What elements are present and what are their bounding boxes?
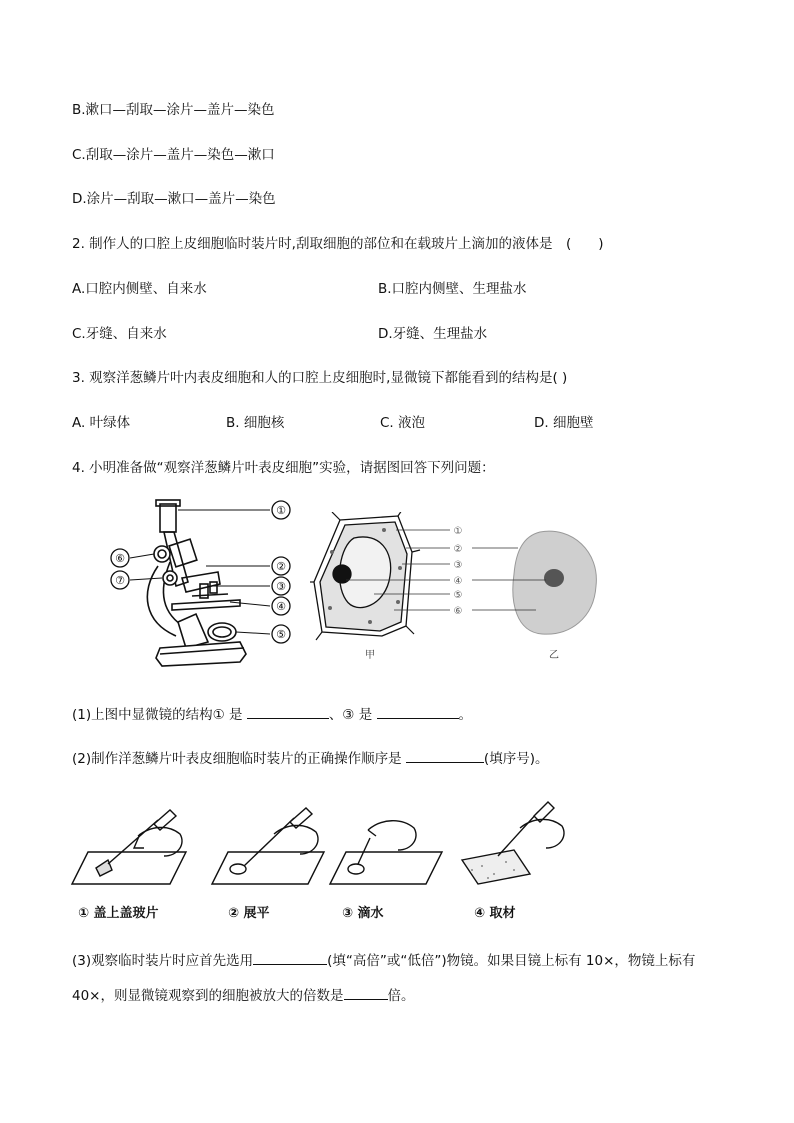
answer-blank-2[interactable] [377, 704, 459, 719]
q3-option-d: D. 细胞壁 [534, 415, 594, 431]
q4-part3-line1 [72, 950, 695, 970]
answer-blank-4[interactable] [253, 950, 327, 965]
q4-part3-line2 [72, 985, 415, 1005]
answer-blank-5[interactable] [344, 985, 388, 1000]
q2-stem: 2. 制作人的口腔上皮细胞临时装片时,刮取细胞的部位和在载玻片上滴加的液体是 ( ) [72, 236, 604, 252]
q3-option-c: C. 液泡 [380, 415, 426, 431]
q4-part1 [72, 704, 472, 724]
q3-stem: 3. 观察洋葱鳞片叶内表皮细胞和人的口腔上皮细胞时,显微镜下都能看到的结构是( ) [72, 370, 568, 386]
q4-part2-b: (填序号)。 [483, 751, 549, 767]
cells-diagram [310, 512, 610, 664]
microscope-label-5: ⑤ [276, 628, 286, 641]
microscope-label-4: ④ [276, 600, 286, 613]
cell-label-3: ③ [453, 560, 463, 571]
microscope-label-1: ① [276, 504, 286, 517]
q3-option-b: B. 细胞核 [226, 415, 285, 431]
step-illustrations [68, 790, 588, 894]
q4-stem: 4. 小明准备做“观察洋葱鳞片叶表皮细胞”实验，请据图回答下列问题： [72, 460, 495, 476]
cell-jia-label: 甲 [365, 650, 375, 661]
answer-blank-1[interactable] [247, 704, 329, 719]
q4-part1-b: 、③ 是 [328, 707, 377, 723]
q4-part3-b: (填“高倍”或“低倍”)物镜。如果目镜上标有 10×，物镜上标有 [327, 953, 696, 969]
answer-blank-3[interactable] [406, 748, 484, 763]
q4-part2 [72, 748, 548, 768]
q4-part2-a: (2)制作洋葱鳞片叶表皮细胞临时装片的正确操作顺序是 [72, 751, 406, 767]
microscope-diagram [100, 496, 300, 676]
q1-option-b: B.漱口—刮取—涂片—盖片—染色 [72, 102, 275, 118]
cell-label-4: ④ [453, 576, 463, 587]
q2-option-a: A.口腔内侧壁、自来水 [72, 281, 207, 297]
microscope-label-3: ③ [276, 580, 286, 593]
microscope-label-6: ⑥ [115, 552, 125, 565]
q2-option-d: D.牙缝、生理盐水 [378, 326, 488, 342]
q4-part3-d: 倍。 [387, 988, 415, 1004]
cell-label-1: ① [453, 526, 463, 537]
q1-option-d: D.涂片—刮取—漱口—盖片—染色 [72, 191, 276, 207]
microscope-label-2: ② [276, 560, 286, 573]
step-caption-1: ① 盖上盖玻片 [78, 906, 159, 921]
q4-part3-a: (3)观察临时装片时应首先选用 [72, 953, 254, 969]
q1-option-c: C.刮取—涂片—盖片—染色—漱口 [72, 147, 275, 163]
cell-yi-label: 乙 [549, 650, 559, 661]
step-caption-4: ④ 取材 [474, 906, 516, 921]
q2-option-b: B.口腔内侧壁、生理盐水 [378, 281, 527, 297]
q3-option-a: A. 叶绿体 [72, 415, 131, 431]
q4-part3-c: 40×，则显微镜观察到的细胞被放大的倍数是 [72, 988, 344, 1004]
q4-part1-a: (1)上图中显微镜的结构① 是 [72, 707, 247, 723]
cell-label-5: ⑤ [453, 590, 463, 601]
cell-label-2: ② [453, 544, 463, 555]
step-caption-2: ② 展平 [228, 906, 270, 921]
microscope-label-7: ⑦ [115, 574, 125, 587]
q2-option-c: C.牙缝、自来水 [72, 326, 167, 342]
cell-label-6: ⑥ [453, 606, 463, 617]
step-caption-3: ③ 滴水 [342, 906, 384, 921]
q4-part1-c: 。 [458, 707, 472, 723]
